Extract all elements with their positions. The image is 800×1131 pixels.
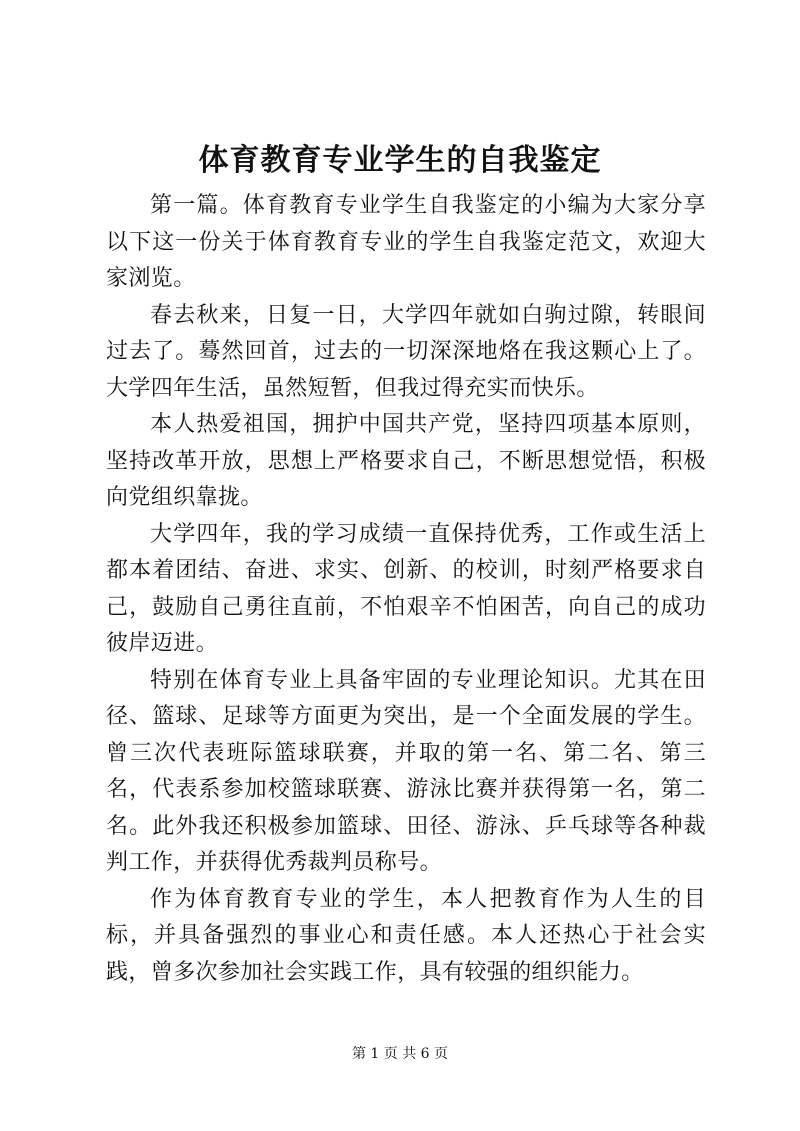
paragraph-3: 本人热爱祖国，拥护中国共产党，坚持四项基本原则，坚持改革开放，思想上严格要求自己，不断思想觉悟，积极向党组织靠拢。	[106, 412, 706, 510]
paragraph-6: 作为体育教育专业的学生，本人把教育作为人生的目标，并具备强烈的事业心和责任感。本人还热心于社会实践，曾多次参加社会实践工作，具有较强的组织能力。	[106, 886, 706, 985]
document-body	[106, 188, 706, 991]
paragraph-2: 春去秋来，日复一日，大学四年就如白驹过隙，转眼间过去了。蓦然回首，过去的一切深深地烙在我这颗心上了。大学四年生活，虽然短暂，但我过得充实而快乐。	[106, 302, 706, 401]
paragraph-4: 大学四年，我的学习成绩一直保持优秀，工作或生活上都本着团结、奋进、求实、创新、的校训，时刻严格要求自己，鼓励自己勇往直前，不怕艰辛不怕困苦，向自己的成功彼岸迈进。	[106, 521, 706, 656]
page-number-footer: 第 1 页 共 6 页	[351, 1046, 449, 1062]
paragraph-1: 第一篇。体育教育专业学生自我鉴定的小编为大家分享以下这一份关于体育教育专业的学生自我鉴定范文，欢迎大家浏览。	[106, 193, 706, 291]
document-title: 体育教育专业学生的自我鉴定	[198, 143, 602, 178]
paragraph-5: 特别在体育专业上具备牢固的专业理论知识。尤其在田径、篮球、足球等方面更为突出，是一个全面发展的学生。曾三次代表班际篮球联赛，并取的第一名、第二名、第三名，代表系参加校篮球联赛、游泳比赛并获得第一名，第二名。此外我还积极参加篮球、田径、游泳、乒乓球等各种裁判工作，并获得优秀裁判员称号。	[106, 667, 706, 875]
